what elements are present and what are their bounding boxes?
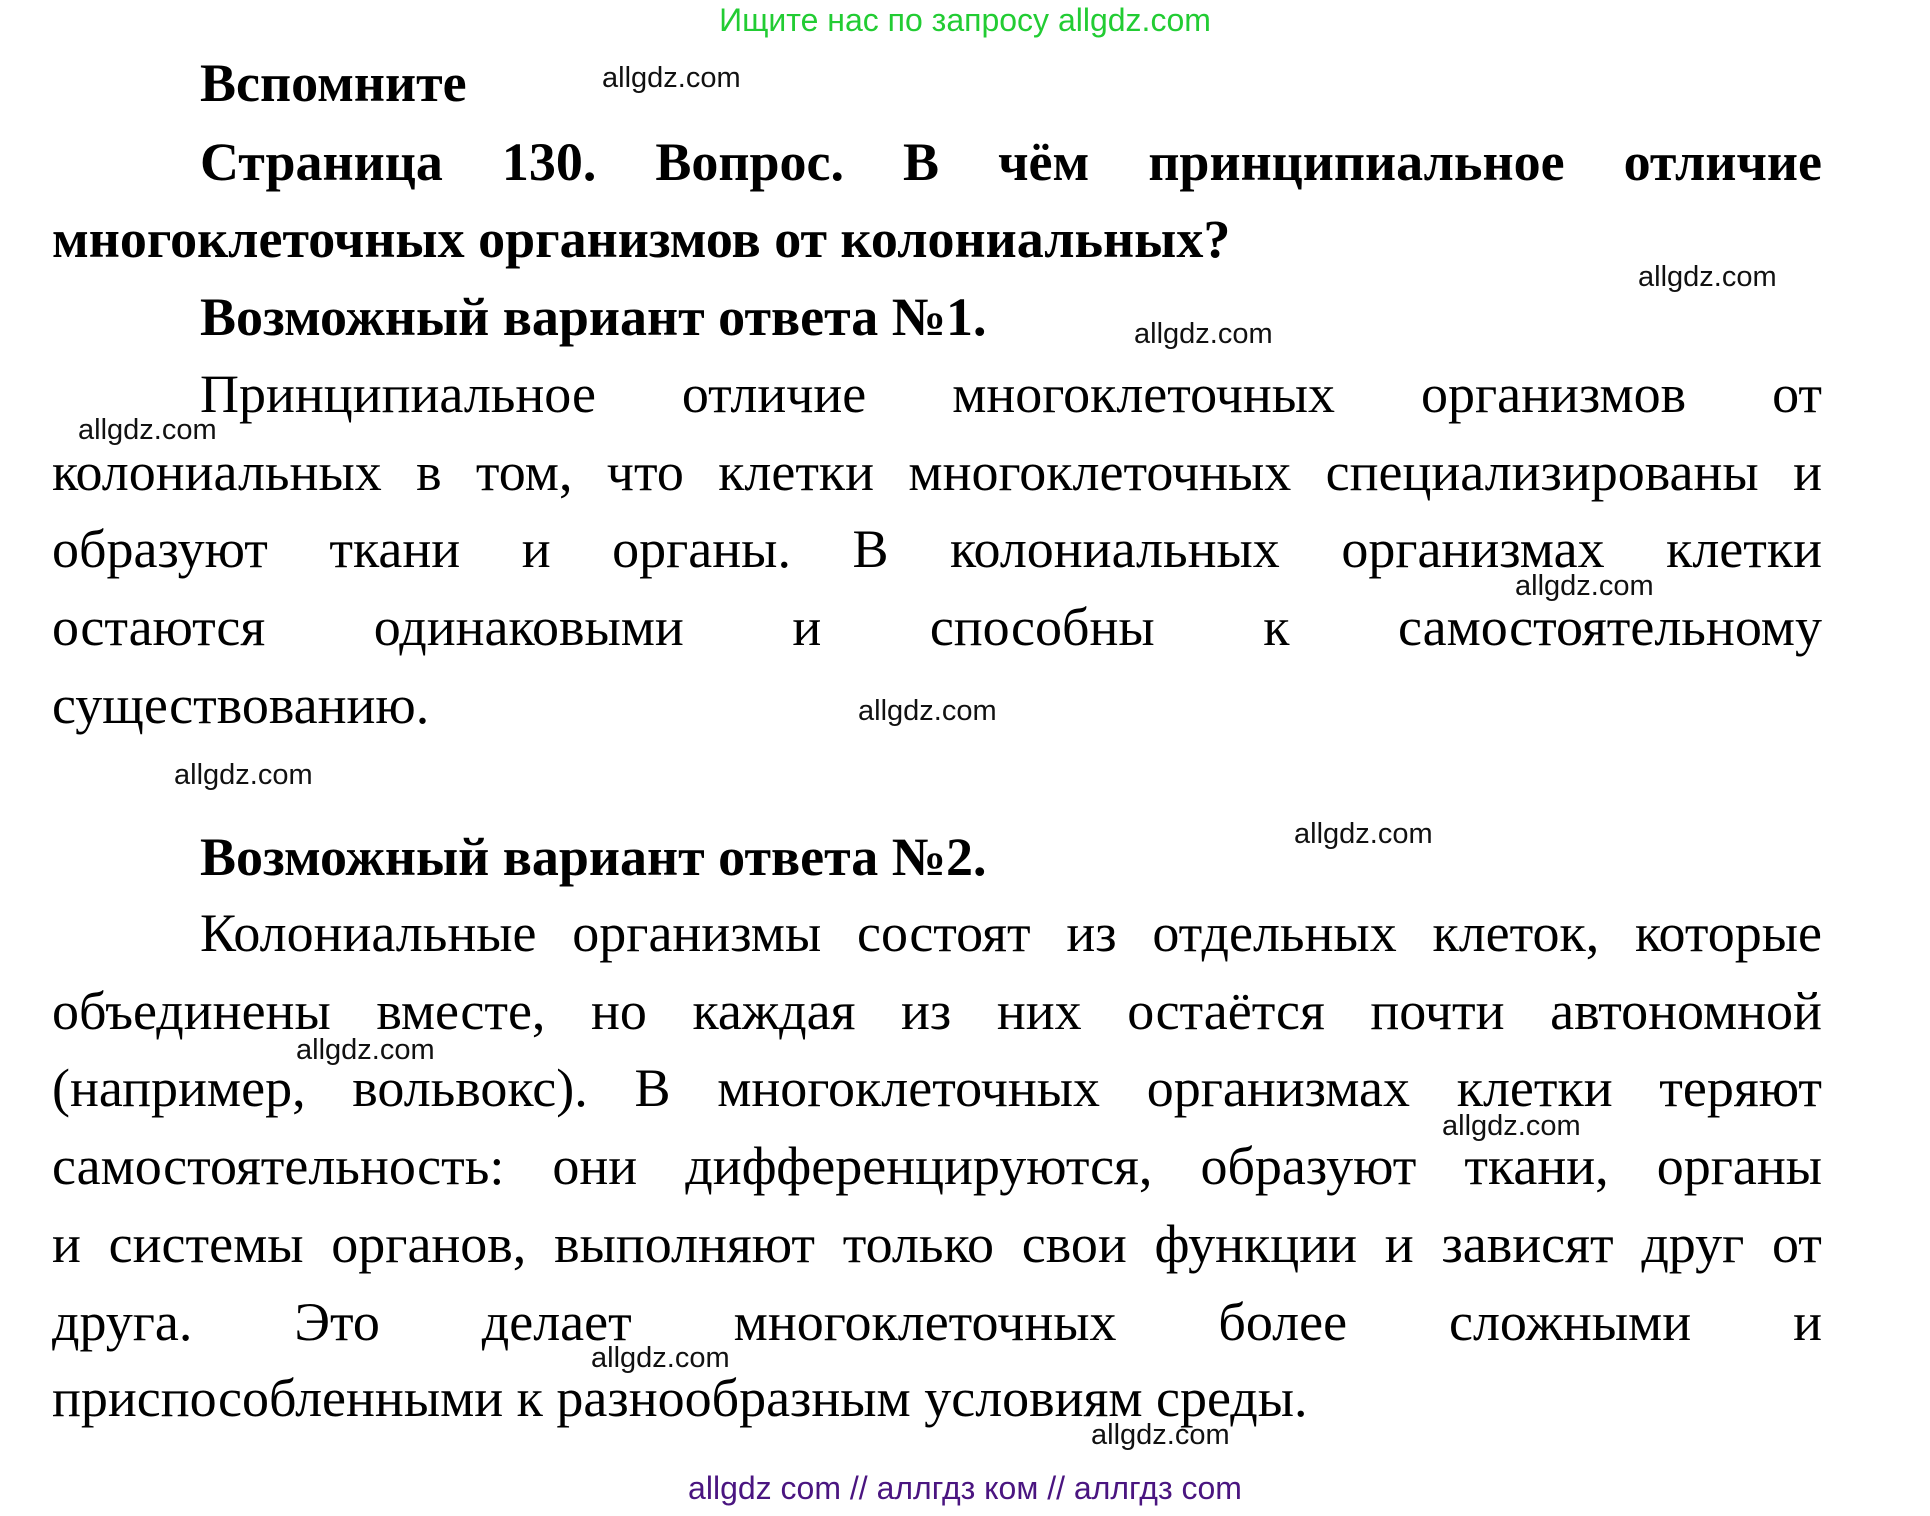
watermark-text: allgdz.com [174,759,313,791]
word: к [1263,597,1290,657]
watermark-text: allgdz.com [1638,261,1777,293]
word: органы [1656,1136,1822,1196]
word: друг [1641,1214,1745,1274]
word: многоклеточных [952,364,1336,424]
watermark-text: allgdz.com [858,695,997,727]
word: Вопрос. [655,132,845,192]
word: вольвокс). [352,1058,588,1118]
word: они [552,1136,638,1196]
word: только [842,1214,994,1274]
word: друга. [52,1292,193,1352]
word: функции [1154,1214,1357,1274]
word: объединены [52,981,331,1041]
word: органов, [331,1214,527,1274]
word: организмах [1341,519,1605,579]
word: что [606,442,684,502]
word: В [634,1058,671,1118]
word: чём [998,132,1090,192]
word: автономной [1550,981,1822,1041]
word: состоят [857,903,1031,963]
word: многоклеточных [908,442,1292,502]
watermark-text: allgdz.com [1515,570,1654,602]
question-line [200,127,1822,197]
word: 130. [501,132,597,192]
word: и [1793,442,1822,502]
word: но [590,981,647,1041]
word: и [792,597,822,657]
word: том, [475,442,573,502]
word: в [416,442,442,502]
word: делает [481,1292,632,1352]
answer-2-title: Возможный вариант ответа №2. [200,827,987,887]
word: Это [294,1292,380,1352]
answer-2-line [52,1287,1822,1357]
search-hint-banner: Ищите нас по запросу allgdz.com [719,2,1211,38]
word: принципиальное [1148,132,1565,192]
word: отличие [1623,132,1822,192]
word: организмов [1420,364,1687,424]
word: клетки [718,442,875,502]
word: организмы [572,903,822,963]
word: приспособленными к разнообразным условиям среды. [52,1368,1308,1428]
word: них [996,981,1082,1041]
answer-2-line [52,1209,1822,1279]
word: существованию. [52,675,430,735]
watermark-text: allgdz.com [1294,818,1433,850]
watermark-text: allgdz.com [78,414,217,446]
word: почти [1370,981,1505,1041]
answer-1-title: Возможный вариант ответа №1. [200,287,987,347]
section-title: Вспомните [200,53,467,113]
word: свои [1021,1214,1127,1274]
word: остаётся [1127,981,1325,1041]
word: из [901,981,952,1041]
word: клетки [1456,1058,1613,1118]
watermark-text: allgdz.com [1091,1419,1230,1451]
footer-watermark: allgdz com // аллгдз ком // аллгдз com [688,1470,1242,1506]
word: сложными [1449,1292,1692,1352]
word: отличие [681,364,867,424]
word: органы. [612,519,791,579]
word: от [1772,364,1822,424]
word: Колониальные [200,903,537,963]
word: которые [1635,903,1822,963]
word: клетки [1666,519,1822,579]
answer-2-line [52,1363,1822,1433]
watermark-text: allgdz.com [1134,318,1273,350]
word: специализированы [1325,442,1759,502]
word: одинаковыми [373,597,684,657]
word: В [903,132,940,192]
word: вместе, [376,981,546,1041]
word: более [1218,1292,1348,1352]
watermark-text: allgdz.com [296,1034,435,1066]
word: каждая [692,981,856,1041]
word: В [852,519,889,579]
watermark-text: allgdz.com [591,1342,730,1374]
word: ткани, [1464,1136,1609,1196]
word: зависят [1441,1214,1614,1274]
word: колониальных [52,442,382,502]
word: образуют [1200,1136,1417,1196]
word: многоклеточных [717,1058,1101,1118]
word: Страница [200,132,443,192]
word: самостоятельность: [52,1136,505,1196]
word: и [521,519,551,579]
word: остаются [52,597,266,657]
word: (например, [52,1058,306,1118]
word: колониальных [950,519,1280,579]
watermark-text: allgdz.com [1442,1110,1581,1142]
word: клеток, [1432,903,1600,963]
word: отдельных [1152,903,1397,963]
word: и [52,1214,81,1274]
answer-1-line [200,359,1822,429]
word: выполняют [554,1214,815,1274]
answer-2-line [200,898,1822,968]
word: многоклеточных организмов от колониальных? [52,209,1231,269]
word: дифференцируются, [685,1136,1153,1196]
word: и [1384,1214,1414,1274]
answer-1-line [52,437,1822,507]
watermark-text: allgdz.com [602,62,741,94]
word: самостоятельному [1398,597,1822,657]
word: Принципиальное [200,364,596,424]
word: и [1793,1292,1822,1352]
word: ткани [329,519,461,579]
word: от [1772,1214,1822,1274]
word: системы [108,1214,304,1274]
word: образуют [52,519,268,579]
word: многоклеточных [733,1292,1117,1352]
word: теряют [1659,1058,1822,1118]
word: организмах [1146,1058,1410,1118]
question-line [52,204,1822,274]
word: способны [929,597,1155,657]
word: из [1066,903,1117,963]
